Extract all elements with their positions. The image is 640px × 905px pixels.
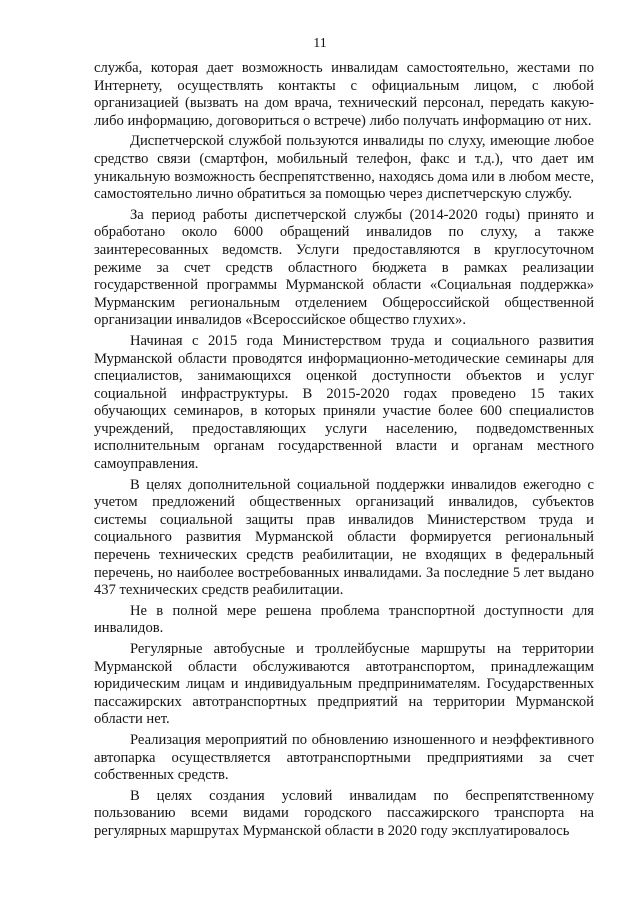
paragraph-3: За период работы диспетчерской службы (2014-2020 годы) принято и обработано около 6000 обращений инвалидов по слуху, а также заинтересованных ведомств. Услуги предоставляются в круглосуточном режиме за счет средств областного бюджета в рамках реализации государственной программы Мурманской области «Социальная поддержка» Мурманским региональным отделением Общероссийской общественной организации инвалидов «Всероссийское общество глухих». xyxy=(94,206,594,329)
paragraph-2: Диспетчерской службой пользуются инвалиды по слуху, имеющие любое средство связи (смартфон, мобильный телефон, факс и т.д.), что дает им уникальную возможность беспрепятственно, находясь дома или в любом месте, самостоятельно лично обратиться за помощью через диспетчерскую службу. xyxy=(94,133,594,203)
paragraph-9: В целях создания условий инвалидам по беспрепятственному пользованию всеми видами городского пассажирского транспорта на регулярных маршрутах Мурманской области в 2020 году эксплуатировалось xyxy=(94,787,594,839)
paragraph-7: Регулярные автобусные и троллейбусные маршруты на территории Мурманской области обслуживаются автотранспортом, принадлежащим юридическим лицам и индивидуальным предпринимателям. Государственных пассажирских автотранспортных предприятий на территории Мурманской области нет. xyxy=(94,641,594,728)
paragraph-5: В целях дополнительной социальной поддержки инвалидов ежегодно с учетом предложений общественных организаций инвалидов, субъектов системы социальной защиты прав инвалидов Министерством труда и социального развития Мурманской области формируется региональный перечень технических средств реабилитации, не входящих в федеральный перечень, но наиболее востребованных инвалидами. За последние 5 лет выдано 437 технических средств реабилитации. xyxy=(94,476,594,599)
paragraph-1: служба, которая дает возможность инвалидам самостоятельно, жестами по Интернету, осуществлять контакты с официальным лицом, с любой организацией (вызвать на дом врача, технический персонал, передать какую-либо информацию, договориться о встрече) либо получать информацию от них. xyxy=(94,60,594,129)
paragraph-6: Не в полной мере решена проблема транспортной доступности для инвалидов. xyxy=(94,602,594,637)
page-number: 11 xyxy=(313,36,327,51)
paragraph-4: Начиная с 2015 года Министерством труда и социального развития Мурманской области проводятся информационно-методические семинары для специалистов, занимающихся оценкой доступности объектов и услуг социальной инфраструктуры. В 2015-2020 годах проведено 15 таких обучающих семинаров, в которых приняли участие более 600 специалистов учреждений, предоставляющих услуги населению, подведомственных исполнительным органам государственной власти и органам местного самоуправления. xyxy=(94,332,594,473)
paragraph-8: Реализация мероприятий по обновлению изношенного и неэффективного автопарка осуществляется автотранспортными предприятиями за счет собственных средств. xyxy=(94,731,594,784)
document-body xyxy=(94,60,594,841)
